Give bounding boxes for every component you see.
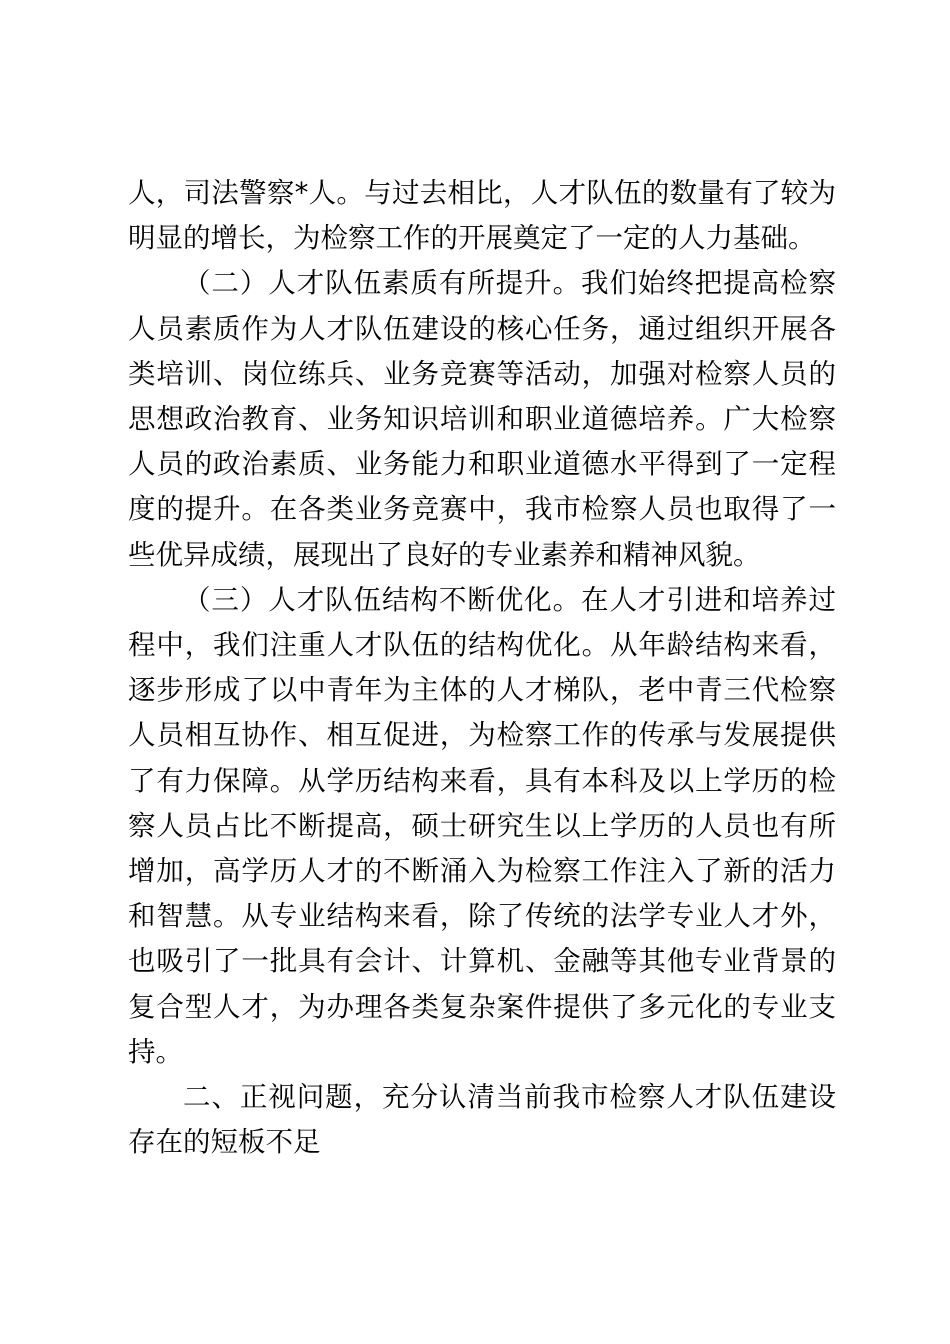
paragraph-continuation: 人，司法警察*人。与过去相比，人才队伍的数量有了较为明显的增长，为检察工作的开展奠定了一定的人力基础。 <box>128 177 836 255</box>
paragraph-structure-optimization: （三）人才队伍结构不断优化。在人才引进和培养过程中，我们注重人才队伍的结构优化。从年龄结构来看，逐步形成了以中青年为主体的人才梯队，老中青三代检察人员相互协作、相互促进，为检察工作的传承与发展提供了有力保障。从学历结构来看，具有本科及以上学历的检察人员占比不断提高，硕士研究生以上学历的人员也有所增加，高学历人才的不断涌入为检察工作注入了新的活力和智慧。从专业结构来看，除了传统的法学专业人才外，也吸引了一批具有会计、计算机、金融等其他专业背景的复合型人才，为办理各类复杂案件提供了多元化的专业支持。 <box>128 583 836 1068</box>
section-heading-problems: 二、正视问题，充分认清当前我市检察人才队伍建设存在的短板不足 <box>128 1081 836 1159</box>
document-body <box>128 171 836 1165</box>
paragraph-quality-improvement: （二）人才队伍素质有所提升。我们始终把提高检察人员素质作为人才队伍建设的核心任务，通过组织开展各类培训、岗位练兵、业务竞赛等活动，加强对检察人员的思想政治教育、业务知识培训和职业道德培养。广大检察人员的政治素质、业务能力和职业道德水平得到了一定程度的提升。在各类业务竞赛中，我市检察人员也取得了一些优异成绩，展现出了良好的专业素养和精神风貌。 <box>128 267 836 571</box>
